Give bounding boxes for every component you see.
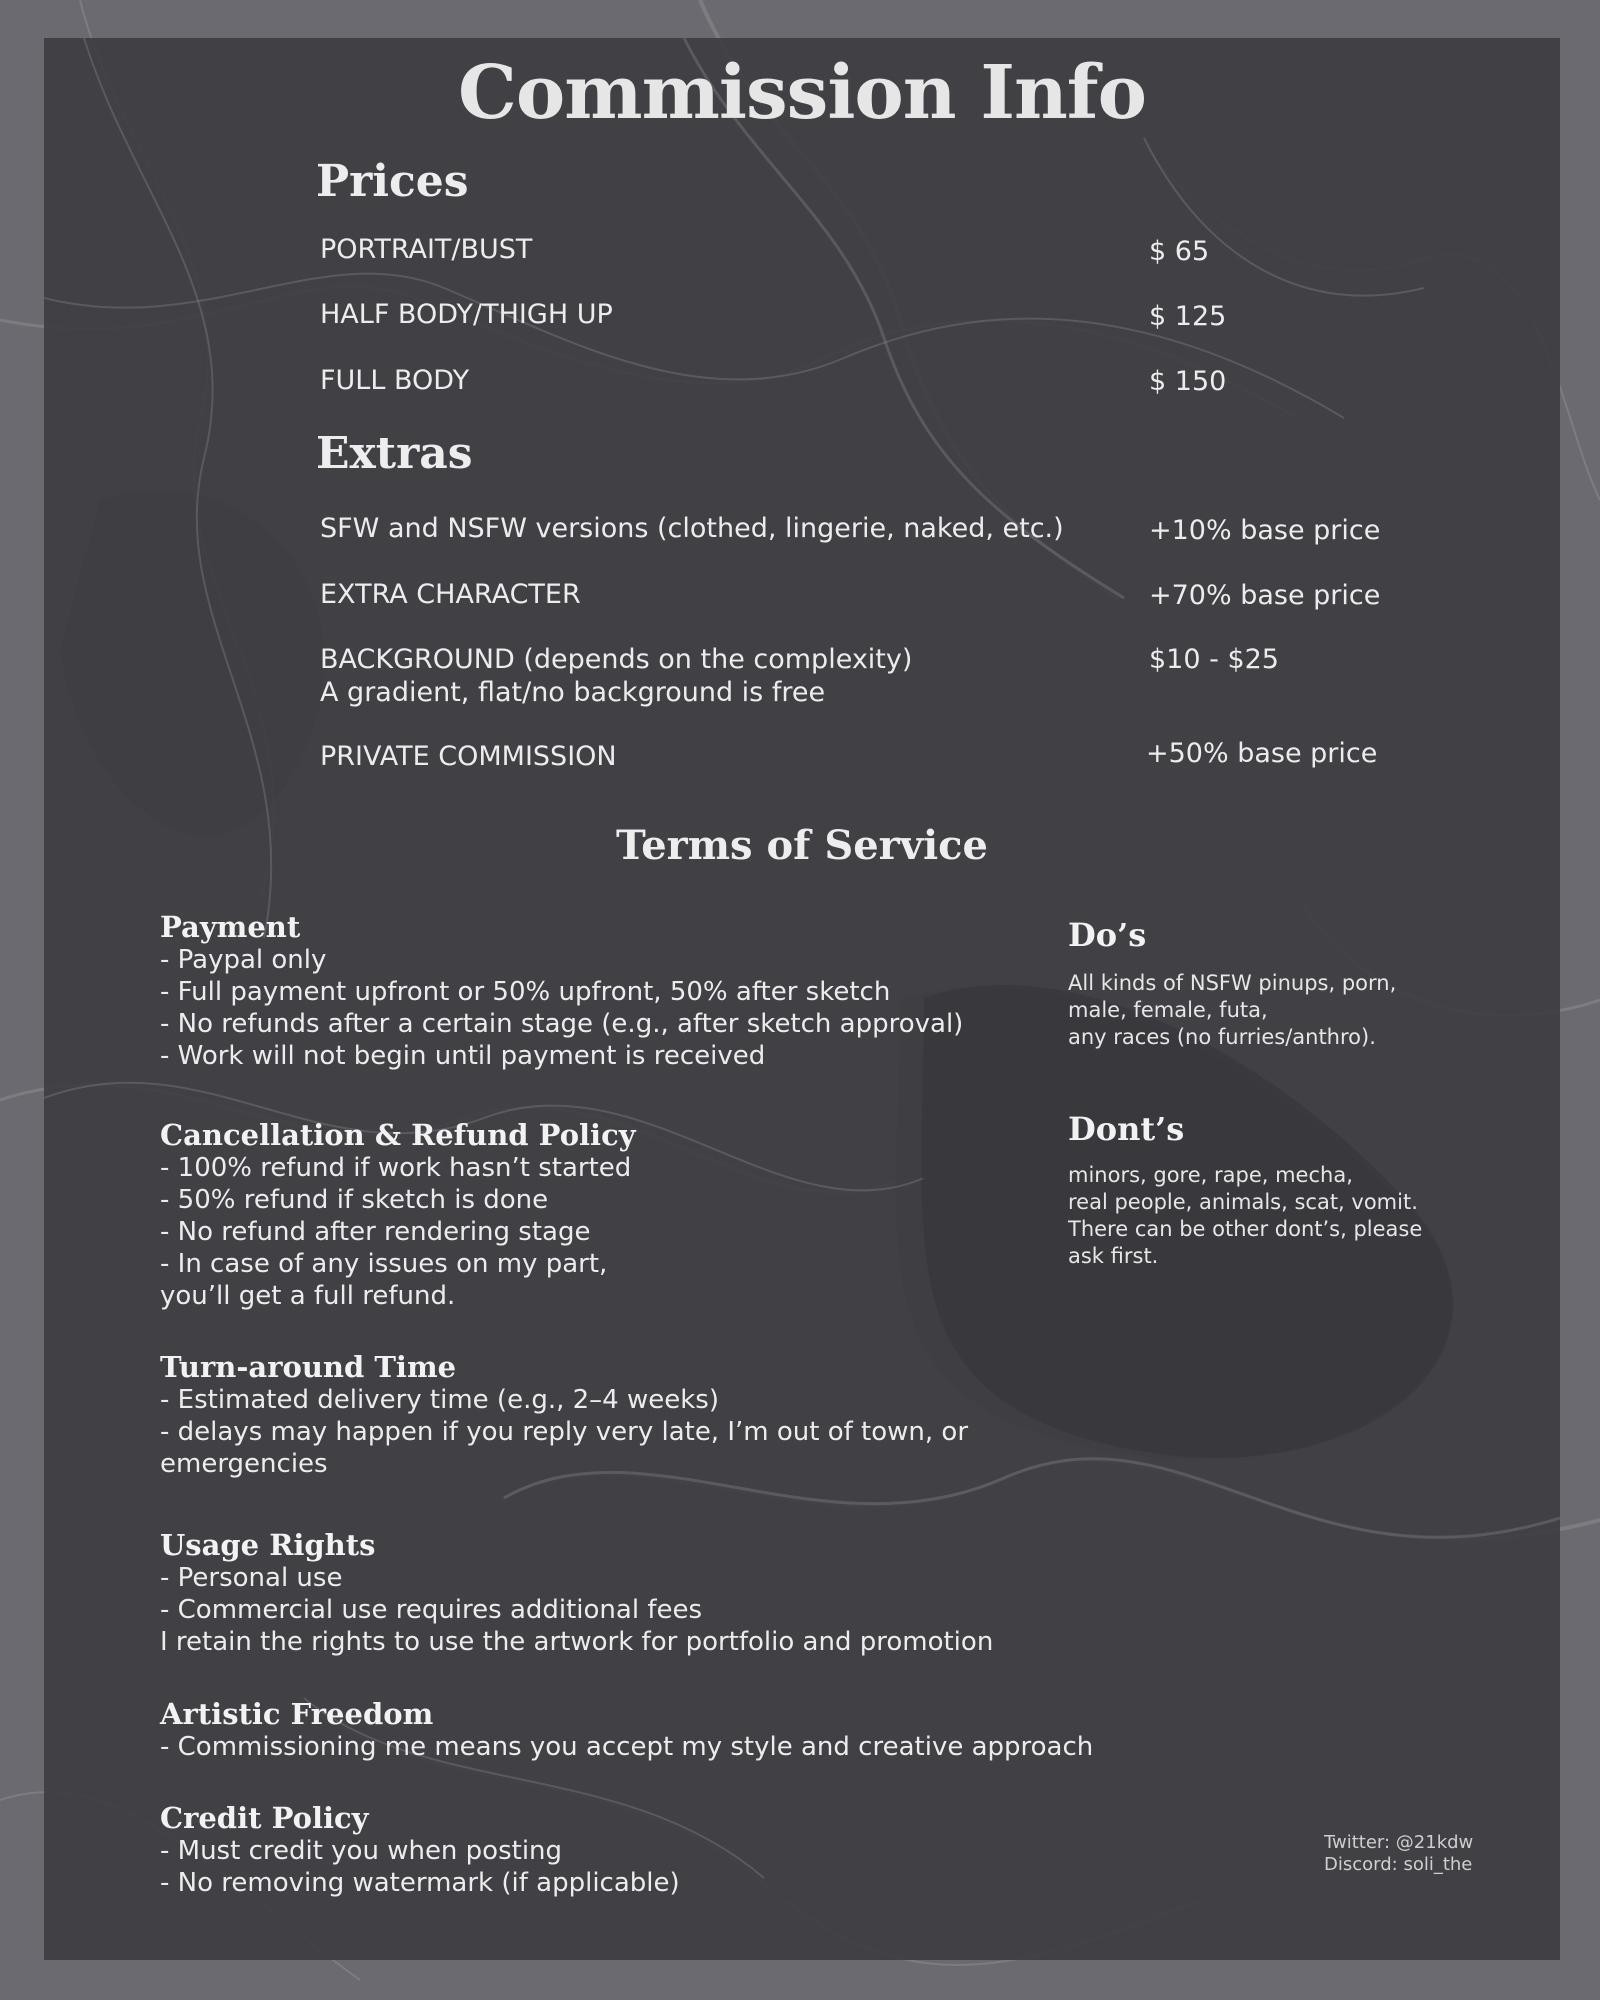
donts-line: ask first. [1068, 1244, 1159, 1268]
cancellation-line: you’ll get a full refund. [160, 1281, 456, 1311]
donts-line: minors, gore, rape, mecha, [1068, 1163, 1353, 1187]
turnaround-heading: Turn-around Time [160, 1350, 457, 1384]
donts-line: real people, animals, scat, vomit. [1068, 1190, 1418, 1214]
tos-turnaround [160, 1350, 1120, 1480]
donts-heading: Dont’s [1068, 1110, 1185, 1148]
cancellation-line: - 50% refund if sketch is done [160, 1185, 549, 1215]
artistic-heading: Artistic Freedom [160, 1697, 434, 1731]
tos-cancellation [160, 1118, 1120, 1312]
tos-artistic [160, 1697, 1120, 1763]
extra-label-versions: SFW and NSFW versions (clothed, lingerie, naked, etc.) [320, 513, 1064, 544]
prices-heading: Prices [316, 156, 469, 207]
payment-line: - Work will not begin until payment is received [160, 1041, 766, 1071]
cancellation-line: - 100% refund if work hasn’t started [160, 1153, 632, 1183]
price-value-half-body: $ 125 [1149, 301, 1227, 332]
artistic-line: - Commissioning me means you accept my style and creative approach [160, 1732, 1094, 1762]
payment-line: - Paypal only [160, 945, 327, 975]
donts-section [1068, 1110, 1488, 1270]
extra-label-background: BACKGROUND (depends on the complexity) [320, 644, 913, 675]
credit-line: - Must credit you when posting [160, 1836, 563, 1866]
extra-label-character: EXTRA CHARACTER [320, 579, 581, 610]
turnaround-line: - Estimated delivery time (e.g., 2–4 weeks) [160, 1385, 719, 1415]
payment-line: - No refunds after a certain stage (e.g., after sketch approval) [160, 1009, 964, 1039]
extra-value-background: $10 - $25 [1149, 644, 1279, 675]
twitter-handle: Twitter: @21kdw [1324, 1832, 1474, 1853]
tos-heading: Terms of Service [616, 822, 988, 869]
price-label-portrait: PORTRAIT/BUST [320, 234, 533, 265]
extra-sublabel-background: A gradient, flat/no background is free [320, 677, 826, 708]
payment-line: - Full payment upfront or 50% upfront, 50% after sketch [160, 977, 891, 1007]
payment-heading: Payment [160, 910, 301, 944]
price-value-full-body: $ 150 [1149, 366, 1227, 397]
contact-info [1324, 1832, 1473, 1876]
usage-line: - Commercial use requires additional fees [160, 1595, 703, 1625]
dos-line: any races (no furries/anthro). [1068, 1025, 1376, 1049]
extras-heading: Extras [316, 428, 473, 479]
cancellation-line: - No refund after rendering stage [160, 1217, 591, 1247]
turnaround-line: - delays may happen if you reply very late, I’m out of town, or [160, 1417, 969, 1447]
usage-line: - Personal use [160, 1563, 343, 1593]
commission-panel [44, 38, 1560, 1960]
dos-line: All kinds of NSFW pinups, porn, [1068, 971, 1397, 995]
cancellation-line: - In case of any issues on my part, [160, 1249, 608, 1279]
tos-payment [160, 910, 1120, 1072]
price-label-full-body: FULL BODY [320, 365, 470, 396]
turnaround-line: emergencies [160, 1449, 328, 1479]
price-value-portrait: $ 65 [1149, 236, 1210, 267]
extra-value-private: +50% base price [1146, 738, 1378, 769]
usage-heading: Usage Rights [160, 1528, 376, 1562]
dos-line: male, female, futa, [1068, 998, 1268, 1022]
credit-heading: Credit Policy [160, 1801, 369, 1835]
price-label-half-body: HALF BODY/THIGH UP [320, 299, 613, 330]
discord-handle: Discord: soli_the [1324, 1854, 1473, 1875]
usage-line: I retain the rights to use the artwork for portfolio and promotion [160, 1627, 994, 1657]
cancellation-heading: Cancellation & Refund Policy [160, 1118, 636, 1152]
dos-section [1068, 916, 1488, 1051]
extra-label-private: PRIVATE COMMISSION [320, 741, 617, 772]
extra-value-character: +70% base price [1149, 580, 1381, 611]
tos-usage [160, 1528, 1120, 1658]
credit-line: - No removing watermark (if applicable) [160, 1868, 680, 1898]
tos-credit [160, 1801, 1120, 1899]
extra-value-versions: +10% base price [1149, 515, 1381, 546]
donts-line: There can be other dont’s, please [1068, 1217, 1423, 1241]
page-title: Commission Info [458, 50, 1146, 136]
dos-heading: Do’s [1068, 916, 1147, 954]
